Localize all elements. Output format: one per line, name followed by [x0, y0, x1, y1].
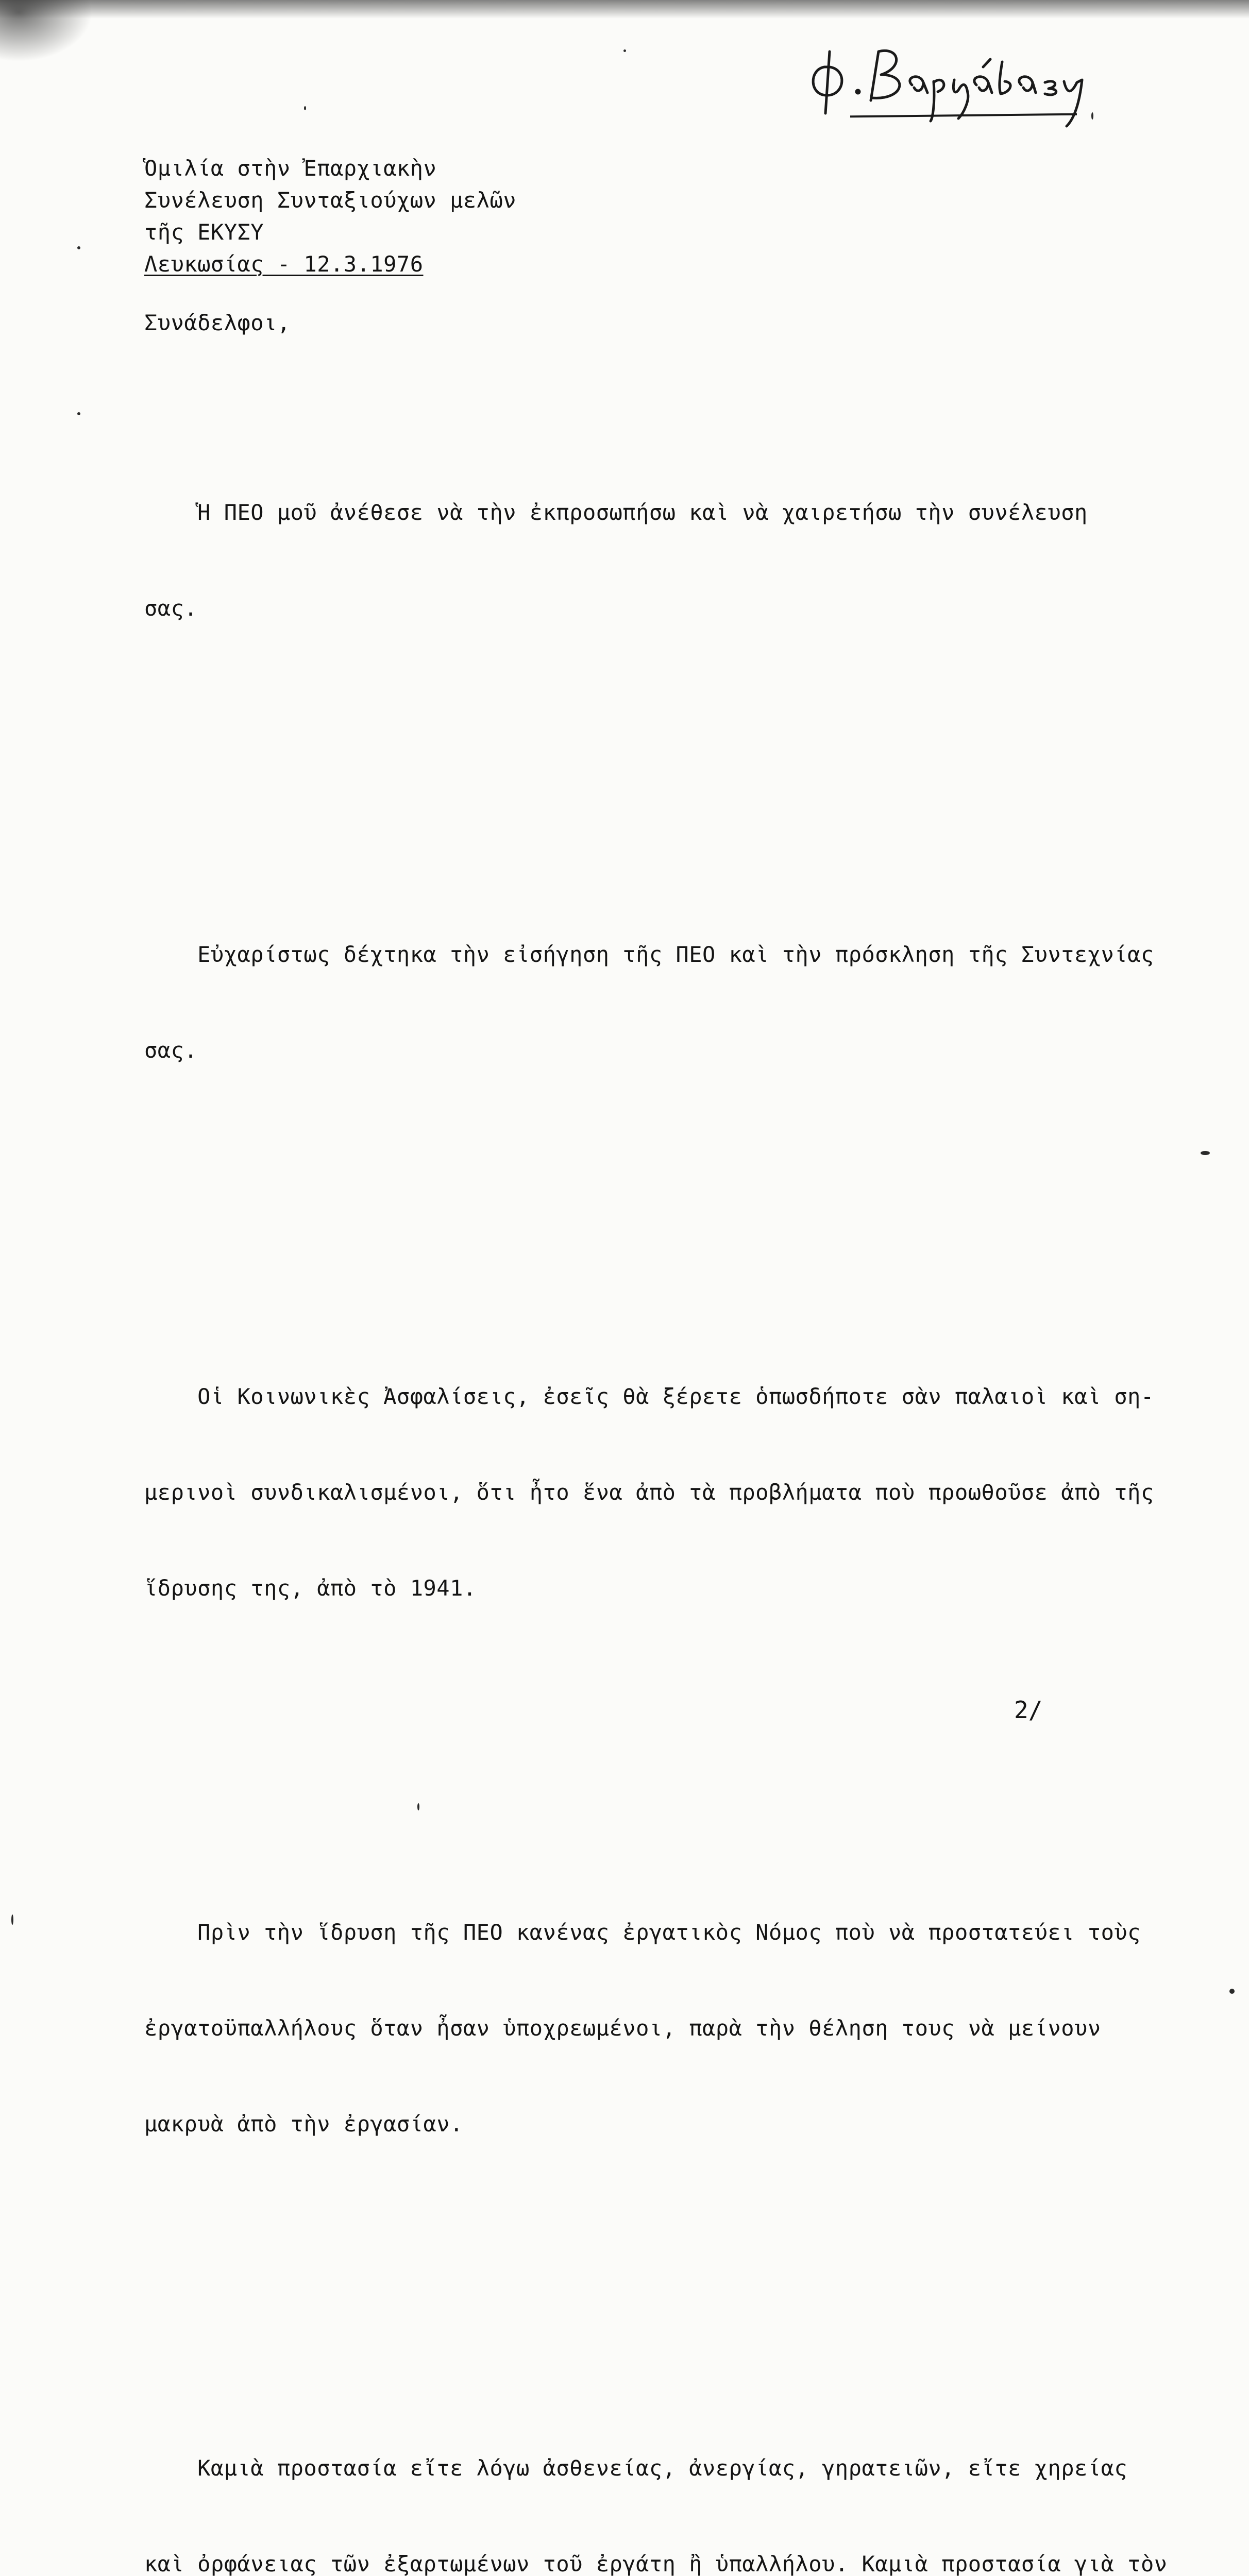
scan-speck [77, 246, 80, 249]
scan-speck [1091, 112, 1093, 120]
page-number: 2/ [1014, 1696, 1043, 1724]
document-header [144, 152, 516, 280]
text-line: Καμιὰ προστασία εἴτε λόγω ἀσθενείας, ἀνεργίας, γηρατειῶν, εἴτε χηρείας [144, 2455, 1128, 2481]
document-body [144, 369, 1168, 2576]
text-line: Εὐχαρίστως δέχτηκα τὴν εἰσήγηση τῆς ΠΕΟ καὶ τὴν πρόσκληση τῆς Συντεχνίας [144, 942, 1154, 967]
text-line: μακρυὰ ἀπὸ τὴν ἐργασίαν. [144, 2111, 463, 2137]
text-line: Ἡ ΠΕΟ μοῦ ἀνέθεσε νὰ τὴν ἐκπροσωπήσω καὶ νὰ χαιρετήσω τὴν συνέλευση [144, 500, 1088, 525]
scan-speck [1201, 1151, 1210, 1155]
paragraph [144, 875, 1154, 1130]
header-location-date: Λευκωσίας - 12.3.1976 [144, 251, 424, 277]
paragraph [144, 1853, 1154, 2204]
scan-speck [623, 49, 626, 52]
text-line: ἵδρυσης της, ἀπὸ τὸ 1941. [144, 1575, 477, 1601]
paragraph [144, 1317, 1154, 1668]
scan-speck [1229, 1989, 1235, 1994]
paragraph [144, 2388, 1168, 2576]
scan-speck [11, 1914, 13, 1925]
header-line: Ὁμιλία στὴν Ἐπαρχιακὴν [144, 156, 437, 181]
paragraph [144, 433, 1154, 688]
text-line: καὶ ὀρφάνειας τῶν ἐξαρτωμένων τοῦ ἐργάτη ἢ ὑπαλλήλου. Καμιὰ προστασία γιὰ τὸν [144, 2551, 1168, 2576]
scan-top-edge [0, 0, 1249, 19]
header-line: τῆς ΕΚΥΣΥ [144, 219, 264, 245]
header-line: Συνέλευση Συνταξιούχων μελῶν [144, 188, 517, 213]
text-line: σας. [144, 1038, 198, 1063]
text-line: Πρὶν τὴν ἵδρυση τῆς ΠΕΟ κανένας ἐργατικὸς Νόμος ποὺ νὰ προστατεύει τοὺς [144, 1920, 1141, 1945]
scan-speck [77, 412, 80, 415]
salutation: Συνάδελφοι, [144, 310, 291, 335]
scan-corner-smudge [0, 0, 93, 62]
text-line: μερινοὶ συνδικαλισμένοι, ὅτι ἦτο ἕνα ἀπὸ τὰ προβλήματα ποὺ προωθοῦσε ἀπὸ τῆς [144, 1480, 1154, 1505]
text-line: Οἱ Κοινωνικὲς Ἀσφαλίσεις, ἐσεῖς θὰ ξέρετε ὁπωσδήποτε σὰν παλαιοὶ καὶ ση- [144, 1384, 1154, 1409]
handwritten-signature [788, 31, 1118, 134]
text-line: ἐργατοϋπαλλήλους ὅταν ἦσαν ὑποχρεωμένοι, παρὰ τὴν θέληση τους νὰ μείνουν [144, 2015, 1101, 2041]
scan-speck [304, 106, 306, 110]
scan-speck [417, 1803, 419, 1810]
text-line: σας. [144, 596, 198, 621]
